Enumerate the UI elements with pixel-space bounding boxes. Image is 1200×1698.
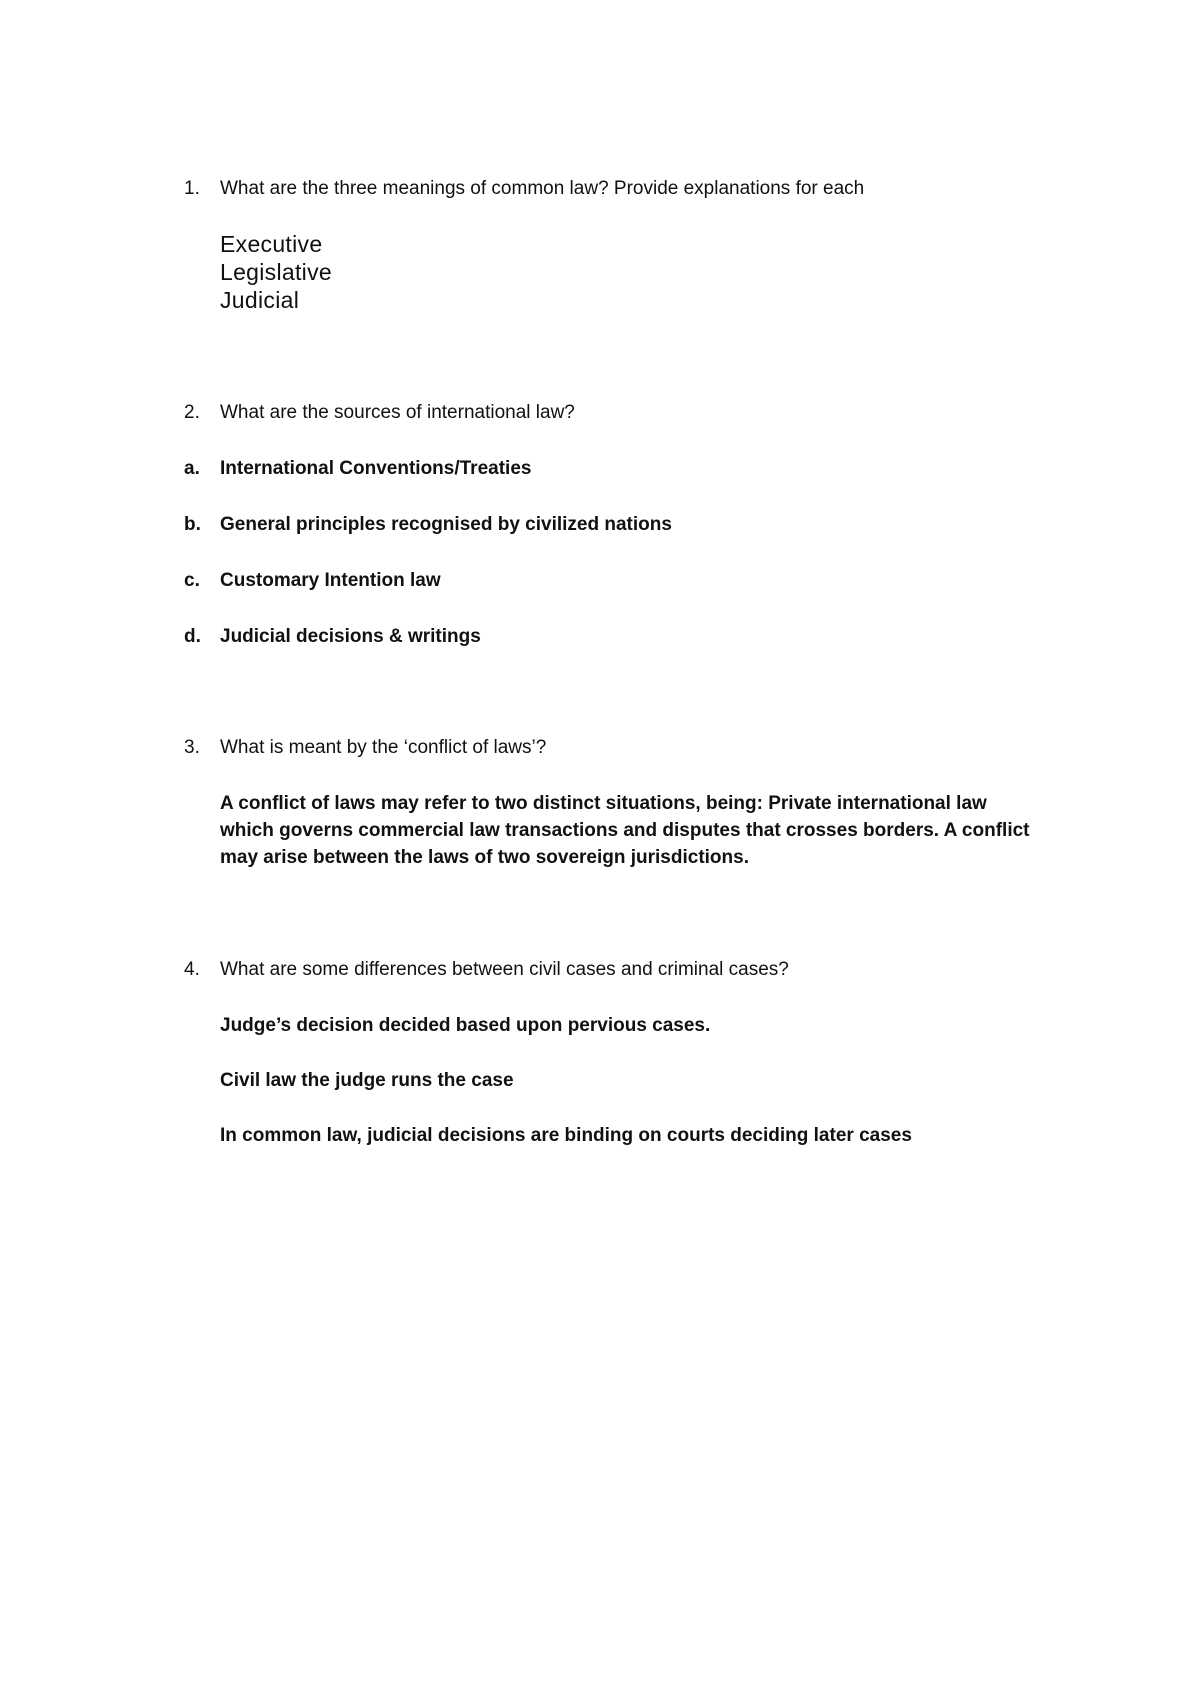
answer-paragraph-line: which governs commercial law transactions and disputes that crosses borders. A conflict — [220, 820, 1030, 841]
list-marker: b. — [184, 514, 201, 535]
answer-paragraph-line: may arise between the laws of two sovereign jurisdictions. — [220, 847, 749, 868]
list-marker: a. — [184, 458, 200, 479]
question-number: 4. — [184, 959, 200, 980]
answer-item: Judge’s decision decided based upon pervious cases. — [220, 1015, 711, 1036]
answer-item: Legislative — [220, 259, 332, 285]
question-number: 1. — [184, 178, 200, 199]
list-marker: d. — [184, 626, 201, 647]
answer-item: Judicial — [220, 287, 300, 313]
answer-item: Executive — [220, 231, 323, 257]
answer-paragraph-line: A conflict of laws may refer to two distinct situations, being: Private international law — [220, 793, 987, 814]
answer-item: Civil law the judge runs the case — [220, 1070, 514, 1091]
question-text: What are the three meanings of common law? Provide explanations for each — [220, 178, 865, 199]
question-text: What are some differences between civil cases and criminal cases? — [220, 959, 789, 980]
list-item-text: International Conventions/Treaties — [220, 458, 532, 479]
question-number: 2. — [184, 402, 200, 423]
list-item-text: General principles recognised by civilized nations — [220, 514, 672, 535]
answer-item: In common law, judicial decisions are binding on courts deciding later cases — [220, 1125, 912, 1146]
question-text: What are the sources of international law? — [220, 402, 575, 423]
question-number: 3. — [184, 737, 200, 758]
list-marker: c. — [184, 570, 200, 591]
list-item-text: Customary Intention law — [220, 570, 441, 591]
list-item-text: Judicial decisions & writings — [220, 626, 481, 647]
question-text: What is meant by the ‘conflict of laws’? — [220, 737, 547, 758]
